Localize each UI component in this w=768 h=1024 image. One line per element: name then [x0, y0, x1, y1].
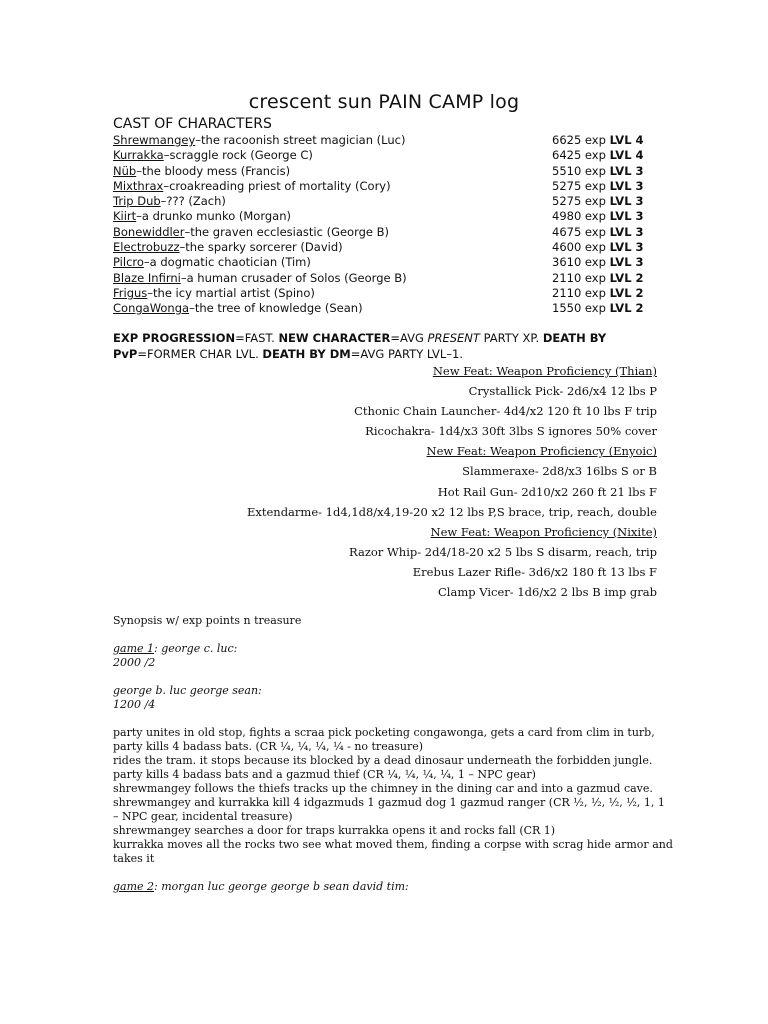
- character-name: CongaWonga: [113, 301, 190, 316]
- story-paragraph: party unites in old stop, fights a scraa pick pocketing congawonga, gets a card from clim in turb, party kills 4 badass bats. (CR ¼, ¼, ¼, ¼ - no treasure): [113, 726, 655, 753]
- character-desc: –the racoonish street magician (Luc): [195, 133, 406, 147]
- character-level: LVL 3: [609, 224, 644, 239]
- cast-row: [113, 255, 658, 270]
- weapon-entry: Razor Whip- 2d4/18-20 x2 5 lbs S disarm, reach, trip: [349, 544, 657, 559]
- game-1-label: game 1: [113, 642, 155, 655]
- character-name: Pilcro: [113, 255, 144, 270]
- character-name: Kurrakka: [113, 148, 164, 163]
- game-2-player-list: : morgan luc george george b sean david tim:: [154, 880, 409, 893]
- cast-row: [113, 179, 658, 194]
- character-exp: 5510 exp: [552, 163, 606, 178]
- cast-row: [113, 209, 658, 224]
- character-desc: –a dogmatic chaotician (Tim): [143, 255, 311, 270]
- story-paragraph: shrewmangey follows the thiefs tracks up the chimney in the dining car and into a gazmud cave. shrewmangey and kurrakka kill 4 idgazmuds 1 gazmud dog 1 gazmud ranger (CR ½, ½, ½, ½, 1, 1 – NPC gear, incidental treasure): [113, 782, 665, 823]
- character-exp-level: [552, 240, 644, 255]
- character-exp: 3610 exp: [552, 255, 606, 270]
- character-desc: –the tree of knowledge (Sean): [189, 301, 363, 316]
- cast-row: [113, 164, 658, 179]
- character-name: Electrobuzz: [113, 240, 180, 255]
- character-name: Shrewmangey: [113, 133, 196, 147]
- game-2-players: [113, 880, 673, 894]
- character-exp-level: [552, 179, 644, 194]
- new-character-value-end: PARTY XP.: [479, 331, 543, 345]
- character-exp: 6625 exp: [552, 133, 606, 147]
- game-1-player-list: : george c. luc:: [154, 642, 238, 655]
- character-exp-level: [552, 194, 644, 209]
- character-name: Mixthrax: [113, 178, 164, 193]
- cast-row: [113, 133, 658, 148]
- character-name: Blaze Infirni: [113, 270, 181, 285]
- character-exp: 1550 exp: [552, 301, 606, 316]
- story-paragraph: rides the tram. it stops because its blocked by a dead dinosaur underneath the forbidden jungle. party kills 4 badass bats and a gazmud thief (CR ¼, ¼, ¼, ¼, 1 – NPC gear): [113, 754, 653, 781]
- new-character-present: PRESENT: [427, 331, 480, 345]
- weapon-entry: Clamp Vicer- 1d6/x2 2 lbs B imp grab: [438, 585, 657, 600]
- story-paragraph: shrewmangey searches a door for traps kurrakka opens it and rocks fall (CR 1): [113, 824, 556, 837]
- feat-heading: New Feat: Weapon Proficiency (Thian): [432, 364, 657, 378]
- weapon-entry: Extendarme- 1d4,1d8/x4,19-20 x2 12 lbs P,S brace, trip, reach, double: [246, 504, 657, 519]
- new-character-value: =AVG: [390, 331, 428, 345]
- character-desc: –a drunko munko (Morgan): [136, 209, 291, 224]
- character-exp-level: [552, 209, 644, 224]
- character-level: LVL 4: [609, 148, 644, 163]
- character-desc: –??? (Zach): [160, 194, 226, 209]
- character-name: Frigus: [113, 285, 148, 300]
- game-1-story: [113, 726, 673, 866]
- character-name: Trip Dub: [113, 194, 161, 209]
- death-by-dm-label: DEATH BY DM: [262, 346, 351, 361]
- character-exp: 4675 exp: [552, 224, 606, 239]
- character-level: LVL 3: [609, 194, 644, 209]
- weapon-entry: Cthonic Chain Launcher- 4d4/x2 120 ft 10 lbs F trip: [354, 404, 657, 419]
- weapon-list: [180, 361, 657, 602]
- character-name: Nüb: [113, 163, 137, 178]
- character-name: Kiirt: [113, 209, 137, 224]
- character-exp: 2110 exp: [552, 285, 606, 300]
- synopsis-section: [113, 614, 673, 894]
- character-level: LVL 2: [609, 285, 644, 300]
- character-desc: –the icy martial artist (Spino): [147, 285, 315, 300]
- death-by-pvp-value: =FORMER CHAR LVL.: [137, 346, 263, 361]
- character-exp-level: [552, 133, 644, 148]
- character-exp: 5275 exp: [552, 194, 606, 209]
- exp-progression-value: =FAST.: [235, 331, 279, 345]
- story-paragraph: kurrakka moves all the rocks two see what moved them, finding a corpse with scrag hide armor and takes it: [113, 838, 673, 865]
- cast-list: [113, 133, 658, 317]
- character-level: LVL 3: [609, 163, 644, 178]
- cast-row: [113, 240, 658, 255]
- character-exp: 5275 exp: [552, 178, 606, 193]
- weapon-entry: Slammeraxe- 2d8/x3 16lbs S or B: [462, 464, 657, 479]
- character-exp: 4980 exp: [552, 209, 606, 224]
- death-by-dm-value: =AVG PARTY LVL–1.: [350, 346, 464, 361]
- character-desc: –a human crusader of Solos (George B): [180, 270, 407, 285]
- character-desc: –scraggle rock (George C): [163, 148, 313, 163]
- cast-row: [113, 301, 658, 316]
- character-level: LVL 2: [609, 270, 644, 285]
- new-character-label: NEW CHARACTER: [278, 331, 391, 345]
- page-title: crescent sun PAIN CAMP log: [248, 91, 520, 113]
- weapon-entry: Ricochakra- 1d4/x3 30ft 3lbs S ignores 50% cover: [365, 424, 657, 439]
- character-exp-level: [552, 286, 644, 301]
- death-by-pvp-label: DEATH BY PvP: [113, 331, 607, 361]
- character-level: LVL 3: [609, 240, 644, 255]
- character-level: LVL 3: [609, 255, 644, 270]
- synopsis-heading: Synopsis w/ exp points n treasure: [113, 614, 302, 627]
- cast-heading: CAST OF CHARACTERS: [113, 116, 272, 132]
- character-exp: 6425 exp: [552, 148, 606, 163]
- game-2-label: game 2: [113, 880, 155, 893]
- weapon-entry: Erebus Lazer Rifle- 3d6/x2 180 ft 13 lbs F: [412, 564, 657, 579]
- character-exp-level: [552, 225, 644, 240]
- character-exp: 4600 exp: [552, 240, 606, 255]
- weapon-entry: Hot Rail Gun- 2d10/x2 260 ft 21 lbs F: [437, 484, 657, 499]
- cast-row: [113, 286, 658, 301]
- character-level: LVL 2: [609, 301, 644, 316]
- character-desc: –the graven ecclesiastic (George B): [184, 224, 390, 239]
- character-exp-level: [552, 255, 644, 270]
- feat-heading: New Feat: Weapon Proficiency (Enyoic): [426, 444, 657, 459]
- character-level: LVL 3: [609, 209, 644, 224]
- character-level: LVL 4: [609, 133, 644, 147]
- game-1-players: [113, 642, 673, 656]
- weapon-entry: Crystallick Pick- 2d6/x4 12 lbs P: [468, 384, 657, 399]
- character-desc: –the bloody mess (Francis): [136, 163, 291, 178]
- group-2-players: george b. luc george sean:: [113, 684, 262, 697]
- rules-paragraph: [113, 331, 658, 362]
- character-exp-level: [552, 271, 644, 286]
- cast-row: [113, 148, 658, 163]
- cast-row: [113, 271, 658, 286]
- game-1-xp: 2000 /2: [113, 656, 156, 669]
- character-exp-level: [552, 148, 644, 163]
- feat-heading: New Feat: Weapon Proficiency (Nixite): [430, 524, 657, 539]
- character-exp-level: [552, 301, 644, 316]
- character-desc: –the sparky sorcerer (David): [179, 240, 343, 255]
- cast-row: [113, 225, 658, 240]
- character-exp: 2110 exp: [552, 270, 606, 285]
- cast-row: [113, 194, 658, 209]
- character-exp-level: [552, 164, 644, 179]
- group-2-xp: 1200 /4: [113, 698, 156, 711]
- character-level: LVL 3: [609, 178, 644, 193]
- character-name: Bonewiddler: [113, 224, 185, 239]
- exp-progression-label: EXP PROGRESSION: [113, 331, 236, 345]
- character-desc: –croakreading priest of mortality (Cory): [163, 178, 391, 193]
